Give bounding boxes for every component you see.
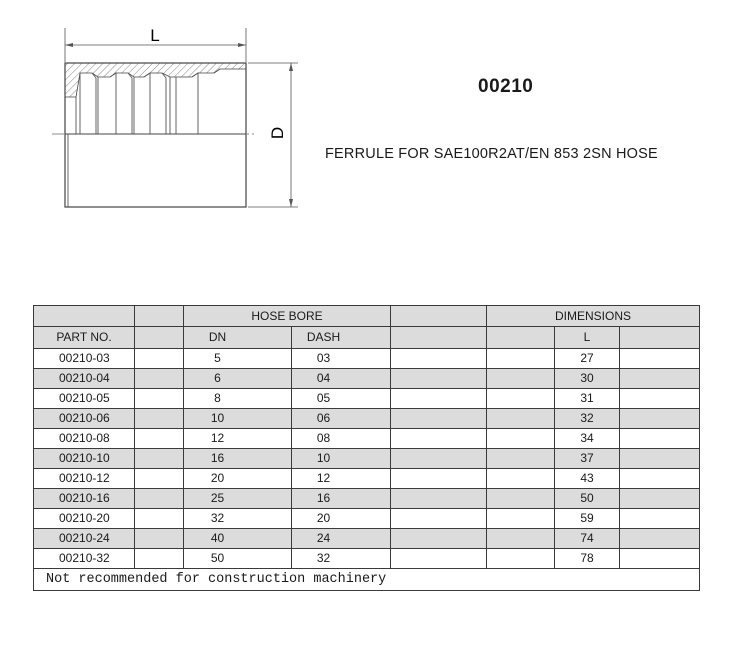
dn-cell: 32 bbox=[184, 509, 292, 529]
part-description: FERRULE FOR SAE100R2AT/EN 853 2SN HOSE bbox=[325, 146, 658, 162]
l-cell: 32 bbox=[555, 409, 620, 429]
l-cell: 43 bbox=[555, 469, 620, 489]
l-cell: 30 bbox=[555, 369, 620, 389]
dn-cell: 10 bbox=[184, 409, 292, 429]
part-no-cell: 00210-16 bbox=[34, 489, 135, 509]
spacer-cell bbox=[620, 389, 700, 409]
part-no-cell: 00210-06 bbox=[34, 409, 135, 429]
spacer-cell bbox=[135, 469, 184, 489]
spacer-cell bbox=[135, 409, 184, 429]
spacer-cell bbox=[135, 389, 184, 409]
dimensions-header: DIMENSIONS bbox=[487, 306, 700, 327]
spacer-cell bbox=[391, 389, 487, 409]
spacer-cell bbox=[391, 349, 487, 369]
part-no-cell: 00210-03 bbox=[34, 349, 135, 369]
table-row bbox=[34, 429, 700, 449]
dn-cell: 6 bbox=[184, 369, 292, 389]
ferrule-drawing bbox=[40, 20, 310, 220]
dn-cell: 16 bbox=[184, 449, 292, 469]
spacer-cell bbox=[135, 509, 184, 529]
note-row bbox=[34, 569, 700, 591]
dash-cell: 16 bbox=[292, 489, 391, 509]
table-group-header-row bbox=[34, 306, 700, 327]
table-row bbox=[34, 469, 700, 489]
dn-cell: 40 bbox=[184, 529, 292, 549]
dn-cell: 8 bbox=[184, 389, 292, 409]
spacer-cell bbox=[620, 509, 700, 529]
spacer-cell bbox=[487, 429, 555, 449]
l-cell: 27 bbox=[555, 349, 620, 369]
spacer-cell bbox=[487, 529, 555, 549]
spacer-cell bbox=[135, 549, 184, 569]
l-cell: 78 bbox=[555, 549, 620, 569]
ferrule-body bbox=[65, 63, 246, 207]
spacer-cell bbox=[620, 369, 700, 389]
spacer-cell bbox=[391, 449, 487, 469]
spacer-cell bbox=[391, 529, 487, 549]
dn-cell: 25 bbox=[184, 489, 292, 509]
diameter-label: D bbox=[268, 126, 287, 140]
table-row bbox=[34, 409, 700, 429]
header-blank bbox=[34, 306, 135, 327]
part-no-cell: 00210-10 bbox=[34, 449, 135, 469]
dash-cell: 06 bbox=[292, 409, 391, 429]
l-cell: 31 bbox=[555, 389, 620, 409]
dash-cell: 10 bbox=[292, 449, 391, 469]
part-no-cell: 00210-05 bbox=[34, 389, 135, 409]
table-row bbox=[34, 529, 700, 549]
spacer-cell bbox=[620, 409, 700, 429]
hose-bore-header: HOSE BORE bbox=[184, 306, 391, 327]
spacer-cell bbox=[487, 509, 555, 529]
spacer-cell bbox=[135, 349, 184, 369]
dash-cell: 12 bbox=[292, 469, 391, 489]
spacer-cell bbox=[391, 469, 487, 489]
dash-cell: 08 bbox=[292, 429, 391, 449]
table-row bbox=[34, 509, 700, 529]
spacer-cell bbox=[487, 389, 555, 409]
dash-header: DASH bbox=[292, 327, 391, 349]
table-row bbox=[34, 489, 700, 509]
dn-cell: 20 bbox=[184, 469, 292, 489]
spacer-cell bbox=[391, 489, 487, 509]
table-row bbox=[34, 389, 700, 409]
length-label: L bbox=[150, 26, 160, 45]
dn-cell: 5 bbox=[184, 349, 292, 369]
spacer-cell bbox=[135, 449, 184, 469]
dash-cell: 24 bbox=[292, 529, 391, 549]
spacer-cell bbox=[391, 369, 487, 389]
dash-cell: 03 bbox=[292, 349, 391, 369]
dash-cell: 04 bbox=[292, 369, 391, 389]
table-row bbox=[34, 549, 700, 569]
part-code: 00210 bbox=[478, 76, 534, 97]
spacer-cell bbox=[620, 469, 700, 489]
part-no-cell: 00210-24 bbox=[34, 529, 135, 549]
spacer-cell bbox=[620, 429, 700, 449]
dash-cell: 20 bbox=[292, 509, 391, 529]
table-row bbox=[34, 449, 700, 469]
part-no-cell: 00210-08 bbox=[34, 429, 135, 449]
part-no-cell: 00210-20 bbox=[34, 509, 135, 529]
part-no-header: PART NO. bbox=[34, 327, 135, 349]
spacer-cell bbox=[135, 429, 184, 449]
spacer-cell bbox=[135, 529, 184, 549]
spacer-cell bbox=[391, 549, 487, 569]
part-no-cell: 00210-12 bbox=[34, 469, 135, 489]
spacer-cell bbox=[487, 549, 555, 569]
spacer-cell bbox=[487, 369, 555, 389]
spacer-cell bbox=[620, 349, 700, 369]
dash-cell: 05 bbox=[292, 389, 391, 409]
spacer-cell bbox=[135, 369, 184, 389]
spacer-cell bbox=[487, 449, 555, 469]
l-header: L bbox=[555, 327, 620, 349]
dn-cell: 12 bbox=[184, 429, 292, 449]
part-no-cell: 00210-04 bbox=[34, 369, 135, 389]
spacer-cell bbox=[391, 409, 487, 429]
table-row bbox=[34, 349, 700, 369]
l-cell: 74 bbox=[555, 529, 620, 549]
spacer-cell bbox=[620, 449, 700, 469]
dn-header: DN bbox=[184, 327, 292, 349]
spacer-cell bbox=[487, 489, 555, 509]
spacer-cell bbox=[391, 429, 487, 449]
spacer-cell bbox=[487, 469, 555, 489]
l-cell: 37 bbox=[555, 449, 620, 469]
spacer-cell bbox=[135, 489, 184, 509]
l-cell: 59 bbox=[555, 509, 620, 529]
l-cell: 34 bbox=[555, 429, 620, 449]
dn-cell: 50 bbox=[184, 549, 292, 569]
spacer-cell bbox=[620, 549, 700, 569]
table-note: Not recommended for construction machinery bbox=[34, 569, 700, 591]
spacer-cell bbox=[391, 509, 487, 529]
spacer-cell bbox=[620, 529, 700, 549]
spacer-cell bbox=[487, 349, 555, 369]
part-no-cell: 00210-32 bbox=[34, 549, 135, 569]
specification-table bbox=[33, 305, 700, 591]
table-row bbox=[34, 369, 700, 389]
l-cell: 50 bbox=[555, 489, 620, 509]
spacer-cell bbox=[487, 409, 555, 429]
spacer-cell bbox=[620, 489, 700, 509]
table-column-header-row bbox=[34, 327, 700, 349]
dash-cell: 32 bbox=[292, 549, 391, 569]
